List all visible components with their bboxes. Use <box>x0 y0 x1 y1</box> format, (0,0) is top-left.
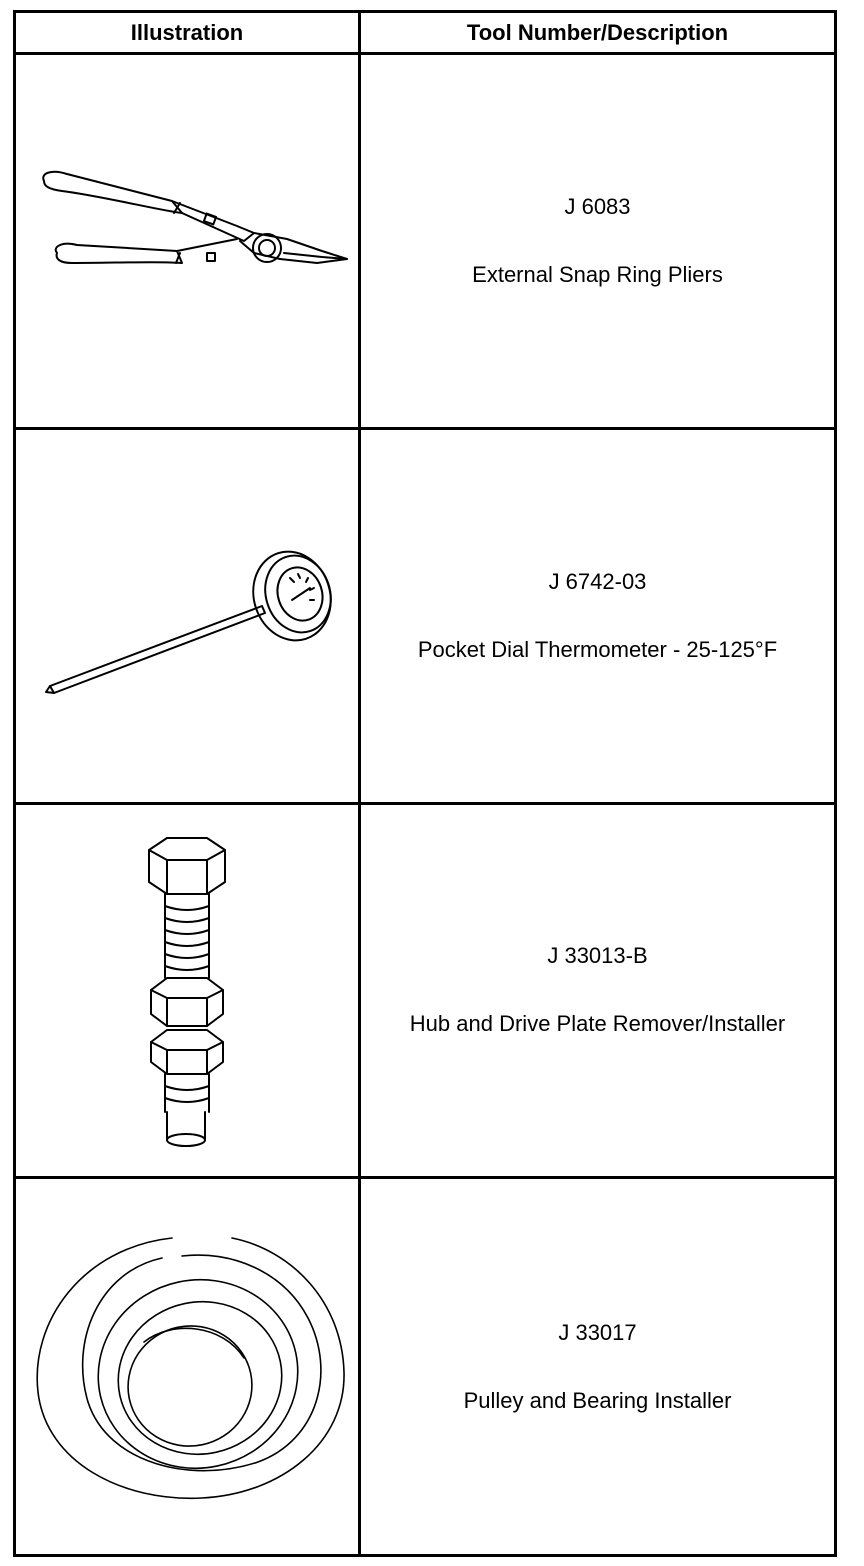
pulley-bearing-installer-icon <box>22 1202 352 1532</box>
tool-number: J 6742-03 <box>548 568 647 594</box>
special-tools-table <box>13 10 837 1557</box>
illustration-cell <box>16 805 361 1180</box>
illustration-cell <box>16 1179 361 1554</box>
illustration-cell <box>16 430 361 805</box>
header-illustration: Illustration <box>16 13 361 55</box>
hub-remover-installer-icon <box>127 830 247 1150</box>
header-tool-number-description: Tool Number/Description <box>361 13 834 55</box>
tool-description: Hub and Drive Plate Remover/Installer <box>409 1011 786 1037</box>
tool-description: Pocket Dial Thermometer - 25-125°F <box>417 636 778 662</box>
tool-number: J 33013-B <box>547 943 648 969</box>
tool-number: J 33017 <box>558 1319 637 1345</box>
tool-description-cell <box>361 1179 834 1554</box>
tool-description-cell <box>361 805 834 1180</box>
snap-ring-pliers-icon <box>22 141 352 341</box>
illustration-cell <box>16 55 361 430</box>
dial-thermometer-icon <box>22 516 352 716</box>
tool-description-cell <box>361 55 834 430</box>
tool-description: External Snap Ring Pliers <box>472 261 723 287</box>
tool-description: Pulley and Bearing Installer <box>463 1387 732 1413</box>
tool-number: J 6083 <box>564 193 631 219</box>
tool-description-cell <box>361 430 834 805</box>
